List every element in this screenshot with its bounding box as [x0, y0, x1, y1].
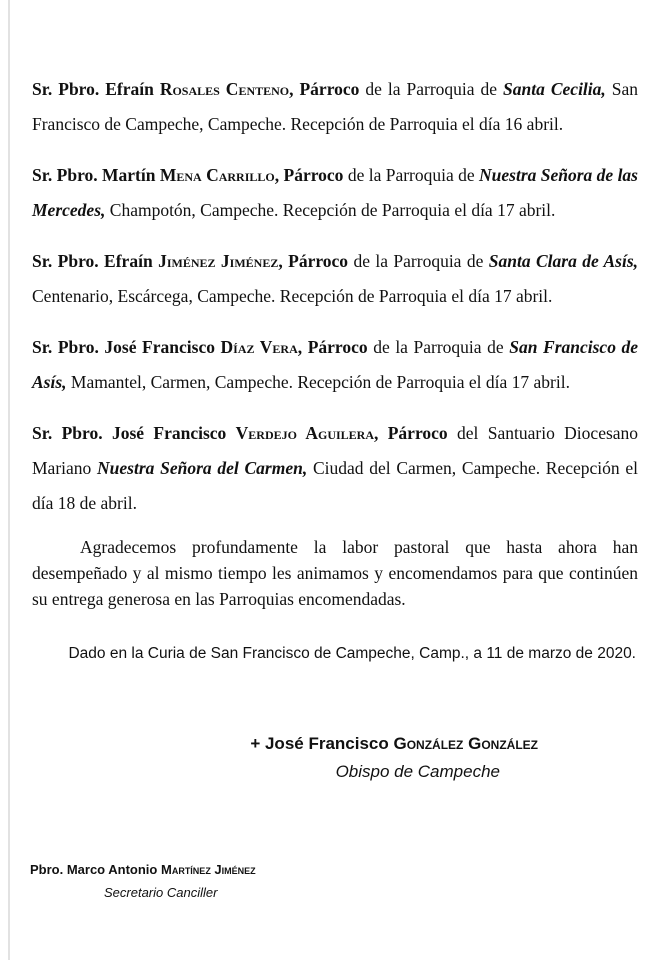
priest-title: Sr. Pbro. José Francisco: [32, 337, 215, 357]
priest-title: Sr. Pbro. Martín: [32, 165, 156, 185]
priest-surname: Díaz Vera,: [220, 337, 303, 357]
location-text: Mamantel, Carmen, Campeche. Recepción de Parroquia el día 17 abril.: [70, 372, 570, 392]
dated-line: Dado en la Curia de San Francisco de Campeche, Camp., a 11 de marzo de 2020.: [68, 645, 636, 662]
secretary-name-prefix: Pbro. Marco Antonio: [30, 862, 158, 877]
bishop-signature-block: [200, 730, 538, 786]
priest-title: Sr. Pbro. José Francisco: [32, 423, 227, 443]
location-text: Ciudad del Carmen, Campeche. Recepción el día 18 de abril.: [32, 458, 639, 513]
secretary-signature-block: [30, 858, 256, 904]
connector-text: de la Parroquia de: [347, 165, 475, 185]
connector-text: de la Parroquia de: [353, 251, 484, 271]
connector-text: de la Parroquia de: [373, 337, 504, 357]
priest-role: Párroco: [283, 165, 344, 185]
priest-title: Sr. Pbro. Efraín: [32, 251, 153, 271]
bishop-title: Obispo de Campeche: [335, 762, 500, 781]
appointment-entry: [32, 330, 638, 400]
parish-name: Santa Cecilia,: [503, 79, 606, 99]
priest-role: Párroco: [288, 251, 349, 271]
parish-name: San Francisco de Asís,: [32, 337, 639, 392]
bishop-surname: González González: [393, 734, 538, 753]
priest-title: Sr. Pbro. Efraín: [32, 79, 154, 99]
priest-surname: Rosales Centeno,: [159, 79, 294, 99]
parish-name: Santa Clara de Asís,: [488, 251, 639, 271]
priest-surname: Jiménez Jiménez,: [158, 251, 283, 271]
appointments-list: [32, 72, 638, 537]
location-text: San Francisco de Campeche, Campeche. Recepción de Parroquia el día 16 abril.: [32, 79, 639, 134]
secretary-surname: Martínez Jiménez: [160, 862, 256, 877]
bishop-name-prefix: + José Francisco: [250, 734, 389, 753]
appointment-entry: [32, 244, 638, 314]
priest-role: Párroco: [299, 79, 360, 99]
secretary-title: Secretario Canciller: [104, 885, 218, 900]
appointment-entry: [32, 72, 638, 142]
priest-role: Párroco: [307, 337, 368, 357]
bishop-name: [200, 730, 538, 758]
connector-text: de la Parroquia de: [365, 79, 498, 99]
appointment-entry: [32, 158, 638, 228]
location-text: Centenario, Escárcega, Campeche. Recepción de Parroquia el día 17 abril.: [32, 286, 553, 306]
priest-role: Párroco: [387, 423, 448, 443]
parish-name: Nuestra Señora del Carmen,: [97, 458, 308, 478]
appointment-entry: [32, 416, 638, 521]
closing-paragraph: Agradecemos profundamente la labor pastoral que hasta ahora han desempeñado y al mismo tiempo les animamos y encomendamos para que continúen su entrega generosa en las Parroquias encomendadas.: [32, 537, 638, 609]
location-text: Champotón, Campeche. Recepción de Parroquia el día 17 abril.: [109, 200, 556, 220]
secretary-name: [30, 858, 256, 882]
priest-surname: Mena Carrillo,: [159, 165, 280, 185]
connector-text: del Santuario Diocesano Mariano: [32, 423, 639, 478]
page-edge-divider: [8, 0, 10, 960]
parish-name: Nuestra Señora de las Mercedes,: [32, 165, 638, 220]
priest-surname: Verdejo Aguilera,: [235, 423, 379, 443]
